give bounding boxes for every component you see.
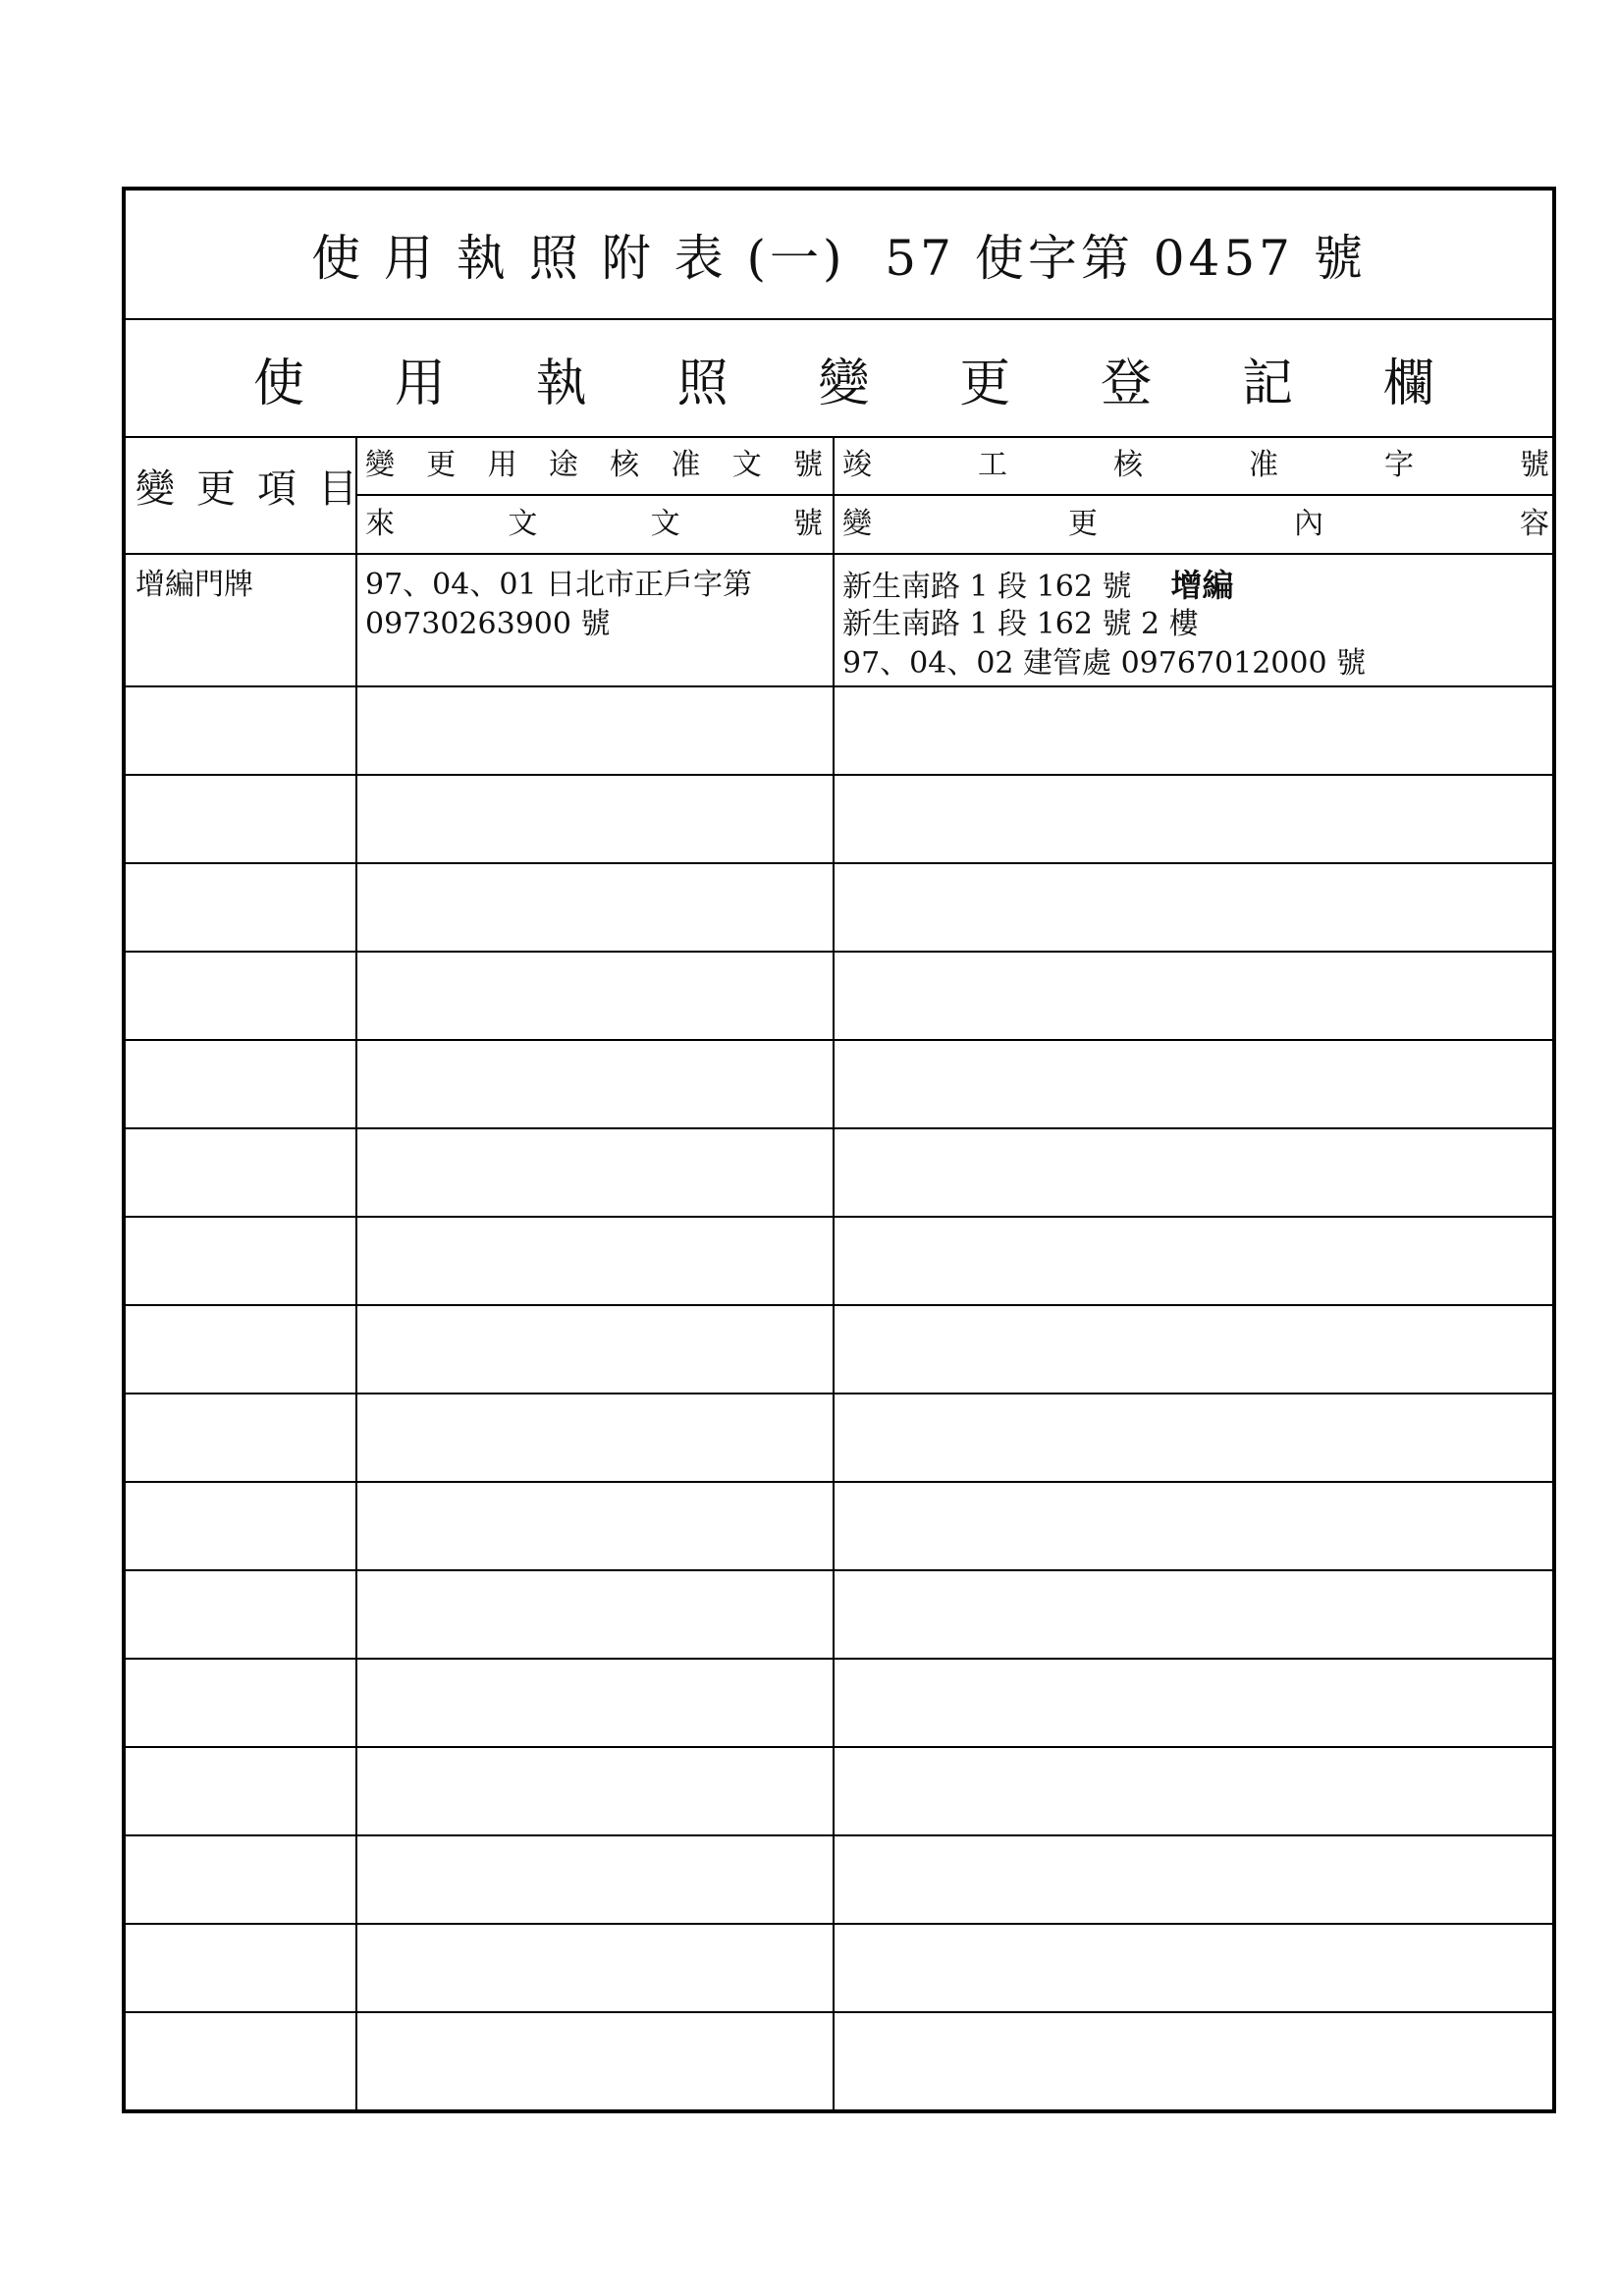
row-line: [126, 951, 1552, 953]
header-char: 核: [610, 448, 640, 482]
row-line: [126, 1304, 1552, 1306]
header-char: 用: [487, 448, 517, 482]
content-address: 新生南路 1 段 162 號: [842, 570, 1132, 604]
header-bottom-line: [126, 553, 1552, 555]
subtitle-char: 登: [1101, 354, 1153, 413]
subtitle-char: 欄: [1382, 354, 1434, 413]
row-line: [126, 1569, 1552, 1571]
header-char: 文: [650, 507, 680, 541]
entry-content-line: 新生南路 1 段 162 號 2 樓: [842, 607, 1199, 641]
header-char: 號: [1520, 448, 1549, 482]
row-line: [126, 1746, 1552, 1748]
header-char: 變: [135, 466, 175, 512]
subtitle-char: 用: [394, 354, 446, 413]
entry-doc-line: 09730263900 號: [365, 607, 611, 641]
header-char: 更: [426, 448, 457, 482]
header-completion-approval: [842, 448, 1549, 483]
entry-content-line: 97、04、02 建管處 09767012000 號: [842, 646, 1367, 681]
header-inner-line: [355, 494, 1552, 496]
subtitle-char: 執: [535, 354, 587, 413]
header-char: 內: [1294, 507, 1323, 541]
header-char: 核: [1113, 448, 1143, 482]
header-incoming-doc: [365, 507, 823, 542]
subtitle-char: 使: [253, 354, 305, 413]
header-char: 准: [671, 448, 701, 482]
header-char: 變: [842, 507, 872, 541]
subtitle-char: 記: [1242, 354, 1294, 413]
header-char: 來: [365, 507, 395, 541]
header-char: 號: [792, 507, 823, 541]
header-char: 項: [257, 466, 297, 512]
register-grid: [126, 438, 1552, 2113]
subtitle-char: 照: [676, 354, 728, 413]
header-char: 號: [792, 448, 823, 482]
column-divider: [833, 438, 835, 2113]
row-line: [126, 1039, 1552, 1041]
header-char: 准: [1249, 448, 1278, 482]
header-change-content: [842, 507, 1549, 542]
entry-doc-line: 97、04、01 日北市正戶字第: [365, 568, 753, 602]
content-tag: 增編: [1170, 567, 1234, 604]
row-line: [126, 774, 1552, 776]
header-char: 容: [1520, 507, 1549, 541]
row-line: [126, 1834, 1552, 1836]
header-char: 文: [731, 448, 762, 482]
row-line: [126, 1216, 1552, 1218]
subtitle-char: 更: [959, 354, 1011, 413]
row-line: [126, 1481, 1552, 1483]
header-char: 更: [196, 466, 236, 512]
entry-content-line: [842, 568, 1234, 605]
column-divider: [355, 438, 357, 2113]
header-char: 竣: [842, 448, 872, 482]
license-annex-table: [122, 187, 1556, 2113]
row-line: [126, 685, 1552, 687]
row-line: [126, 1658, 1552, 1660]
table-title: 使 用 執 照 附 表 (一) 57 使字第 0457 號: [311, 230, 1367, 287]
header-char: 目: [318, 466, 357, 512]
change-register-heading: [126, 320, 1552, 438]
row-line: [126, 862, 1552, 864]
header-char: 更: [1068, 507, 1098, 541]
row-line: [126, 1127, 1552, 1129]
header-char: 變: [365, 448, 395, 482]
header-approval-doc: [365, 448, 823, 483]
row-line: [126, 1923, 1552, 1925]
row-line: [126, 2011, 1552, 2013]
header-char: 工: [978, 448, 1007, 482]
header-char: 文: [508, 507, 538, 541]
subtitle-char: 變: [818, 354, 870, 413]
row-line: [126, 1393, 1552, 1394]
header-change-item: [135, 458, 357, 514]
entry-item: 增編門牌: [135, 568, 253, 602]
header-char: 途: [548, 448, 578, 482]
table-title-row: [126, 191, 1552, 320]
header-char: 字: [1384, 448, 1414, 482]
